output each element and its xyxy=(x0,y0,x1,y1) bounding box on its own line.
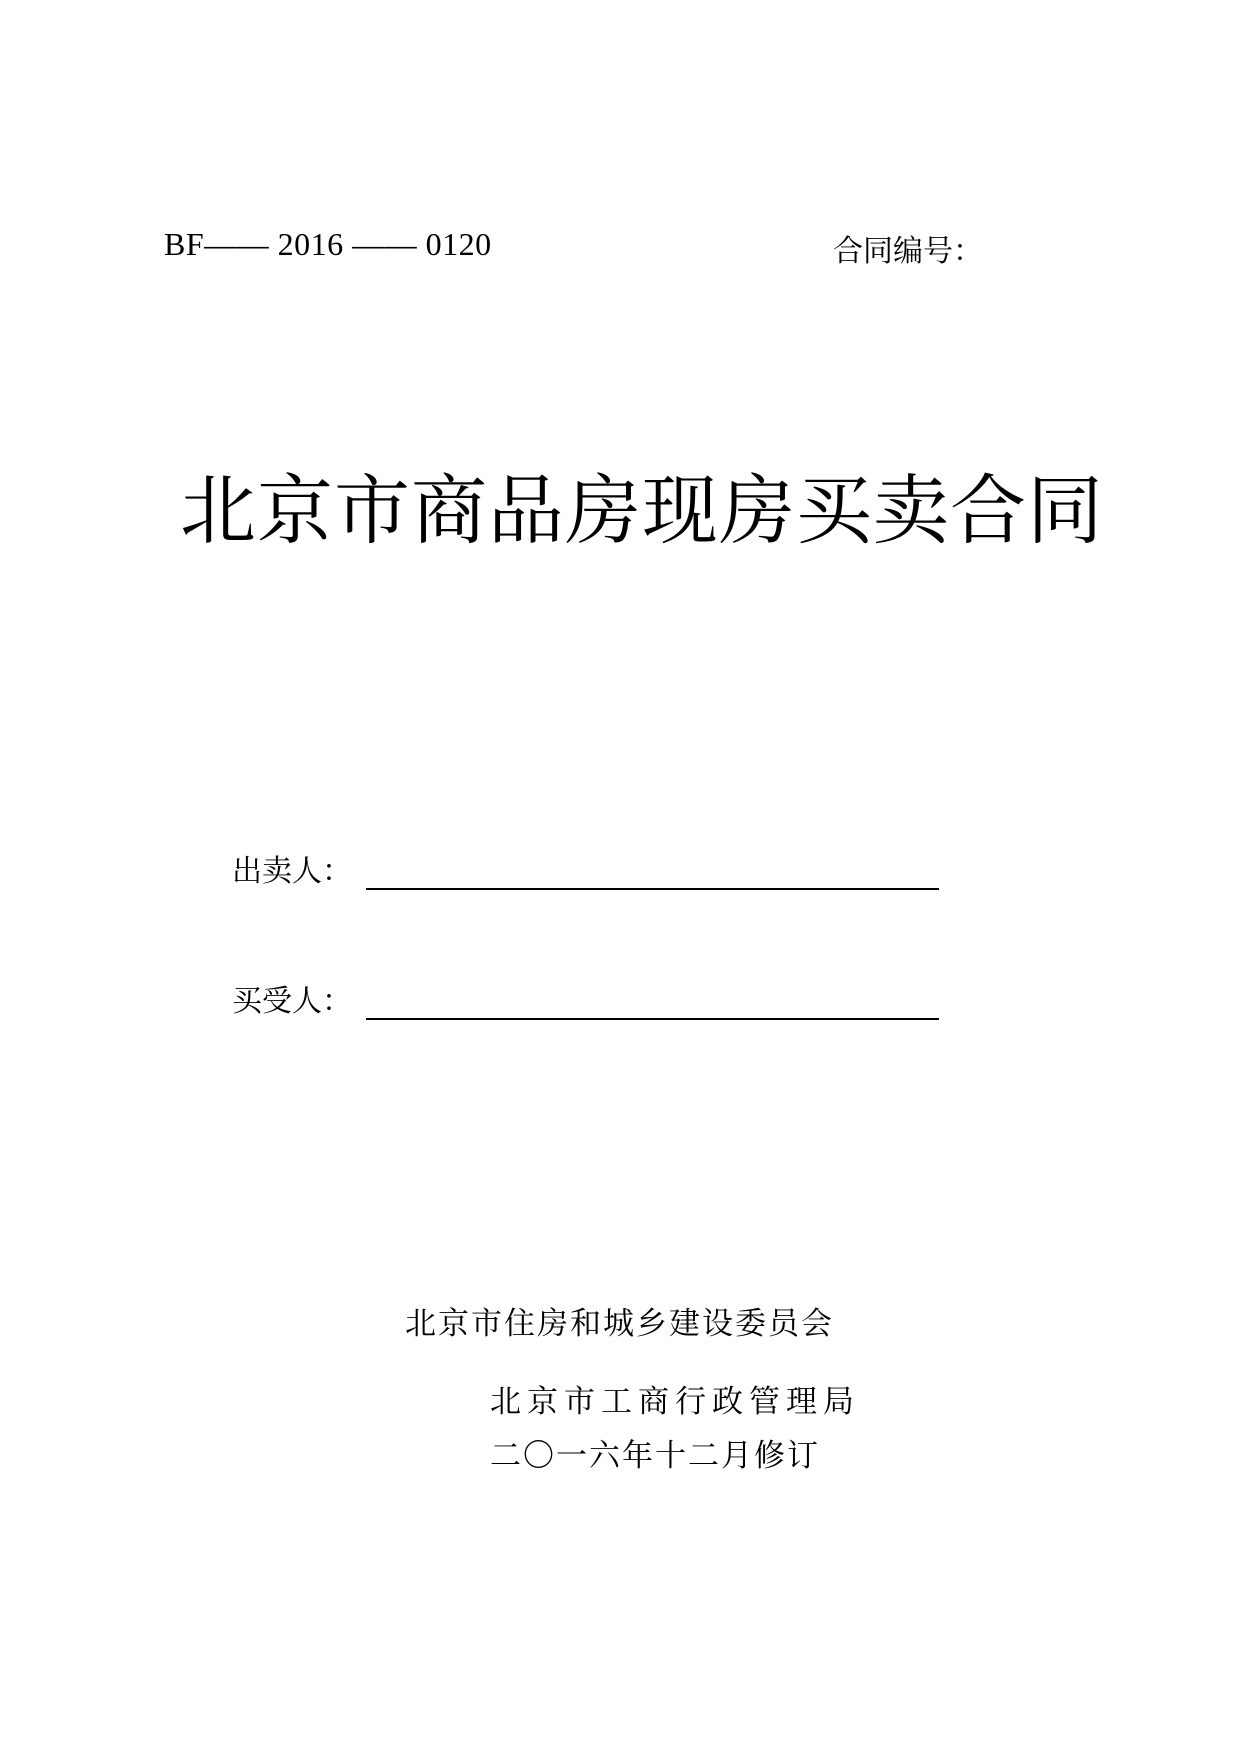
document-code: BF—— 2016 —— 0120 xyxy=(164,226,492,262)
contract-number-label: 合同编号： xyxy=(833,234,983,269)
buyer-field[interactable] xyxy=(366,1018,939,1020)
revision-date: 二〇一六年十二月修订 xyxy=(490,1438,820,1474)
buyer-label: 买受人： xyxy=(232,984,352,1019)
seller-label: 出卖人： xyxy=(232,854,352,889)
issuer-housing-commission: 北京市住房和城乡建设委员会 xyxy=(405,1306,834,1342)
issuer-commerce-bureau: 北京市工商行政管理局 xyxy=(490,1384,860,1420)
contract-title: 北京市商品房现房买卖合同 xyxy=(180,466,1104,555)
seller-field[interactable] xyxy=(366,888,939,890)
